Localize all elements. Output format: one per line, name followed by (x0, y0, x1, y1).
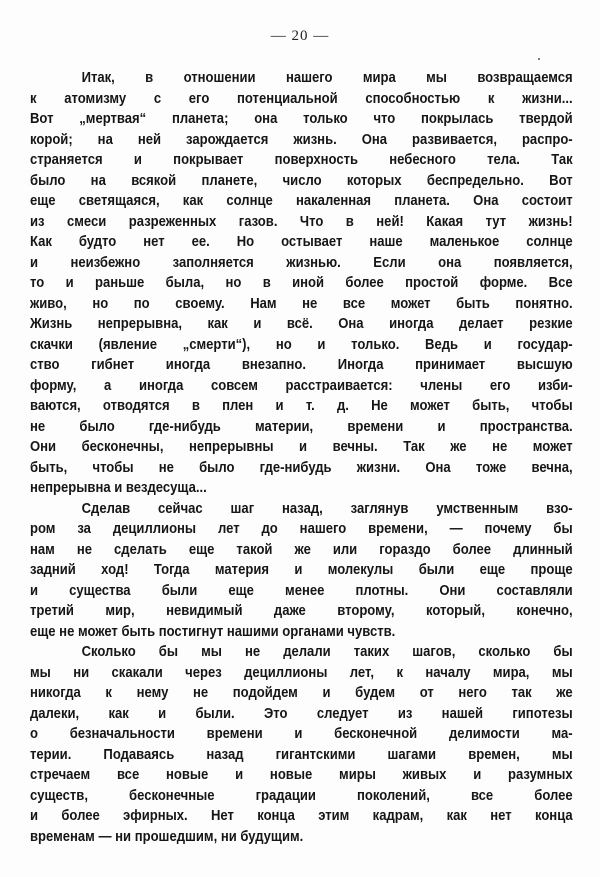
text-line: Сколько бы мы не делали таких шагов, сколько бы (81, 643, 573, 660)
text-line: далеки, как и были. Это следует из нашей гипотезы (30, 704, 573, 722)
text-line: корой; на ней зарождается жизнь. Она развивается, распро- (30, 130, 573, 148)
page-number: — 20 — (270, 28, 330, 44)
text-line: то и раньше была, но в иной более простой форме. Все (30, 274, 573, 291)
text-line: и существа были еще менее плотны. Они составляли (30, 581, 573, 599)
text-line: ство гибнет иногда внезапно. Иногда принимает высшую (30, 356, 573, 373)
print-speck (538, 58, 540, 60)
text-line: не было где-нибудь материи, времени и пространства. (30, 417, 573, 435)
text-line: и более эфирных. Нет конца этим кадрам, как нет конца (30, 807, 573, 824)
text-line: временам — ни прошедшим, ни будущим. (30, 827, 304, 845)
text-line: Как будто нет ее. Но остывает наше маленькое солнце (30, 233, 573, 250)
paragraph-2 (30, 499, 573, 643)
text-line: ром за дециллионы лет до нашего времени, — почему бы (30, 520, 573, 537)
text-line: существ, бесконечные градации поколений, все более (30, 786, 573, 804)
text-line: нам не сделать еще такой же или гораздо более длинный (30, 540, 573, 558)
text-line: Итак, в отношении нашего мира мы возвращаемся (81, 69, 573, 86)
text-line: о безначальности времени и бесконечной делимости ма- (30, 725, 573, 742)
text-line: никогда к нему не подойдем и будем от него так же (30, 684, 573, 701)
text-line: Сделав сейчас шаг назад, заглянув умственным взо- (81, 499, 573, 517)
paragraph-1 (30, 68, 573, 499)
paragraph-3 (30, 642, 573, 847)
text-line: Жизнь непрерывна, как и всё. Она иногда делает резкие (30, 315, 573, 332)
text-line: мы ни скакали через дециллионы лет, к началу мира, мы (30, 663, 573, 681)
text-line: терии. Подаваясь назад гигантскими шагами времен, мы (30, 745, 573, 763)
text-line: форму, а иногда совсем расстраивается: члены его изби- (30, 376, 573, 394)
text-line: быть, чтобы не было где-нибудь жизни. Она тоже вечна, (30, 458, 573, 476)
text-line: задний ход! Тогда материя и молекулы были еще проще (30, 561, 573, 578)
text-line: еще светящаяся, как солнце накаленная планета. Она состоит (30, 192, 573, 209)
text-line: из смеси разреженных газов. Что в ней! Какая тут жизнь! (30, 212, 573, 230)
text-line: Вот „мертвая“ планета; она только что покрылась твердой (30, 110, 573, 127)
text-line: стречаем все новые и новые миры живых и разумных (30, 766, 573, 783)
text-line: скачки (явление „смерти“), но и только. Ведь и государ- (30, 335, 573, 353)
text-line: третий мир, невидимый даже второму, который, конечно, (30, 602, 573, 619)
text-line: живо, но по своему. Нам не все может быть понятно. (30, 294, 573, 312)
text-line: было на всякой планете, число которых беспредельно. Вот (30, 171, 573, 189)
text-line: ваются, отводятся в плен и т. д. Не может быть, чтобы (30, 397, 573, 414)
text-line: к атомизму с его потенциальной способностью к жизни... (30, 89, 573, 107)
text-line: еще не может быть постигнут нашими органами чувств. (30, 622, 396, 640)
text-line: страняется и покрывает поверхность небесного тела. Так (30, 151, 573, 168)
text-line: и неизбежно заполняется жизнью. Если она появляется, (30, 253, 573, 271)
text-line: Они бесконечны, непрерывны и вечны. Так же не может (30, 438, 573, 455)
body-text (30, 68, 573, 847)
text-line: непрерывна и вездесуща... (30, 479, 207, 496)
